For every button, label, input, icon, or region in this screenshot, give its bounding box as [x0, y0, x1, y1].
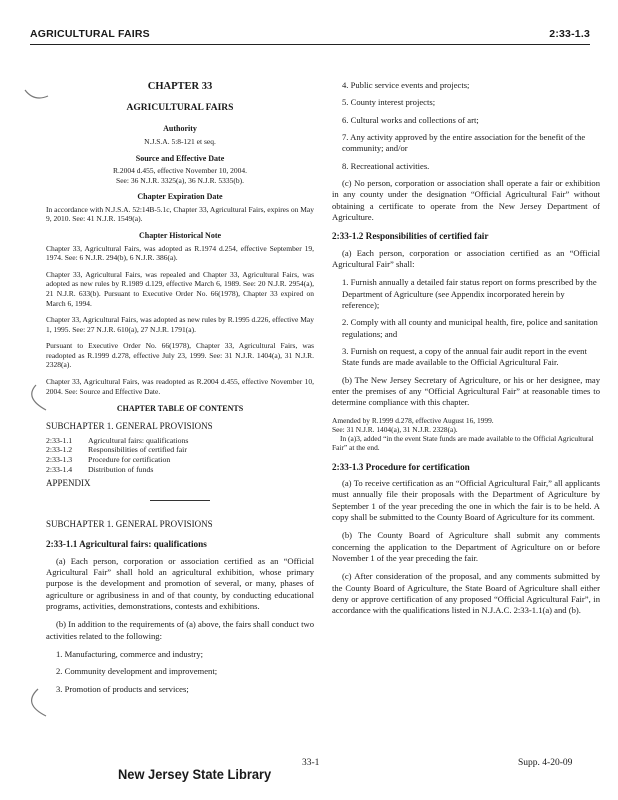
page-number: 33-1 [302, 758, 320, 768]
list-item: 1. Manufacturing, commerce and industry; [56, 648, 204, 659]
list-item: 4. Public service events and projects; [342, 80, 470, 90]
list-item: 2. Community development and improvement; [56, 666, 218, 677]
library-stamp: New Jersey State Library [118, 766, 272, 782]
toc-entry[interactable]: 2:33-1.2 Responsibilities of certified fair [46, 445, 187, 455]
running-header [30, 28, 590, 45]
amendment-note: Amended by R.1999 d.278, effective August 16, 1999. See: 31 N.J.R. 1404(a), 31 N.J.R. 2328(a). In (a)3, added “in the event State funds are made available to the Official Agricultural Fair” at the end. [332, 415, 594, 453]
right-column [332, 80, 600, 624]
header-title: AGRICULTURAL FAIRS [30, 28, 150, 40]
list-item: 8. Recreational activities. [342, 160, 430, 171]
paragraph: (b) The New Jersey Secretary of Agriculture, or his or her designee, may enter the premises of any “Official Agricultural Fair” at reasonable times to determine compliance with this chapter. [332, 374, 600, 408]
section-heading: 2:33-1.2 Responsibilities of certified fair [332, 231, 489, 242]
chapter-title: AGRICULTURAL FAIRS [126, 102, 234, 113]
paragraph: (a) Each person, corporation or association certified as an “Official Agricultural Fair” shall: [332, 247, 600, 269]
section-heading: 2:33-1.3 Procedure for certification [332, 461, 470, 472]
history-note: Chapter 33, Agricultural Fairs, was adopted as new rules by R.1995 d.226, effective May 1, 1995. See: 27 N.J.R. 610(a), 27 N.J.R. 1791(a). [46, 315, 314, 334]
history-note: Pursuant to Executive Order No. 66(1978), Chapter 33, Agricultural Fairs, was readopted as R.1999 d.278, effective July 23, 1999. See: 31 N.J.R. 1404(a), 31 N.J.R. 2328(a). [46, 341, 314, 370]
paragraph: (c) After consideration of the proposal, and any comments submitted by the County Board of Agriculture, the State Board of Agriculture shall either deny or approve certification of any proposed “Official Agricultural Fair”, in accordance with the qualifications listed in N.J.A.C. 2:33-1.1(a) and (b). [332, 571, 600, 616]
paragraph: (b) The County Board of Agriculture shall submit any comments concerning the application to the Department of Agriculture on or before November 1 of the year preceding the fair. [332, 530, 600, 563]
history-note: Chapter 33, Agricultural Fairs, was repealed and Chapter 33, Agricultural Fairs, was adopted as new rules by R.1989 d.129, effective March 6, 1989. See: 20 N.J.R. 2954(a), 21 N.J.R. 633(b). Pursuant to Executive Order No. 66(1978), Chapter 33 expired on March 6, 1994. [46, 269, 314, 308]
history-note: Chapter 33, Agricultural Fairs, was readopted as R.2004 d.455, effective November 10, 2004. See: Source and Effective Date. [46, 377, 314, 396]
paragraph: (a) Each person, corporation or association certified as an “Official Agricultural Fair” shall hold an agricultural exhibition, whose primary purpose is the development and promotion of several, or many, phases of agriculture or agribusiness in and of that county, by conducting educational programs, activities, demonstrations, contests and exhibitions. [46, 555, 314, 611]
list-item: 2. Comply with all county and municipal health, fire, police and sanitation regulations; and [342, 317, 598, 339]
expiration-label: Chapter Expiration Date [137, 192, 223, 202]
section-heading: 2:33-1.1 Agricultural fairs: qualifications [46, 539, 207, 550]
header-section: 2:33-1.3 [549, 28, 590, 40]
chapter-number: CHAPTER 33 [147, 81, 213, 92]
list-item: 7. Any activity approved by the entire association for the benefit of the community; and/or [342, 132, 586, 154]
history-label: Chapter Historical Note [138, 231, 222, 240]
subchapter-heading: SUBCHAPTER 1. GENERAL PROVISIONS [46, 518, 213, 529]
list-item: 6. Cultural works and collections of art; [342, 114, 479, 125]
toc-subchapter: SUBCHAPTER 1. GENERAL PROVISIONS [46, 420, 213, 431]
left-column [46, 80, 314, 701]
authority-text: N.J.S.A. 5:8-121 et seq. [144, 136, 216, 146]
toc-entry[interactable]: 2:33-1.4 Distribution of funds [46, 464, 154, 474]
toc-entry[interactable]: 2:33-1.3 Procedure for certification [46, 455, 171, 465]
paragraph: (c) No person, corporation or association shall operate a fair or exhibition in any county under the designation “Official Agricultural Fair” without obtaining a certificate to operate from the New Jersey Department of Agriculture. [332, 178, 600, 223]
list-item: 5. County interest projects; [342, 97, 436, 108]
list-item: 1. Furnish annually a detailed fair status report on forms prescribed by the Department of Agriculture (see Appendix incorporated herein by reference); [342, 277, 597, 310]
toc-entry[interactable]: 2:33-1.1 Agricultural fairs: qualifications [46, 435, 189, 445]
paragraph: (b) In addition to the requirements of (a) above, the fairs shall conduct two activities related to the following: [46, 619, 314, 641]
source-label: Source and Effective Date [135, 153, 225, 163]
source-text: R.2004 d.455, effective November 10, 2004. See: 36 N.J.R. 3325(a), 36 N.J.R. 5335(b). [112, 166, 247, 185]
toc-label: CHAPTER TABLE OF CONTENTS [116, 404, 244, 414]
paragraph: (a) To receive certification as an “Official Agricultural Fair,” all applicants must annually file their proposals with the Department of Agriculture by September 1 of the year preceding the one in which the fair is to be held. A copy shall be submitted to the County Board of Agriculture for its comment. [332, 477, 600, 522]
expiration-text: In accordance with N.J.S.A. 52:14B-5.1c, Chapter 33, Agricultural Fairs, expires on May 9, 2010. See: 41 N.J.R. 1549(a). [46, 204, 314, 224]
supplement-date: Supp. 4-20-09 [518, 758, 573, 768]
toc-appendix[interactable]: APPENDIX [46, 477, 91, 488]
page-footer [0, 752, 618, 792]
history-note: Chapter 33, Agricultural Fairs, was adopted as R.1974 d.254, effective September 19, 1974. See: 6 N.J.R. 294(b), 6 N.J.R. 386(a). [46, 243, 314, 263]
authority-label: Authority [163, 124, 197, 134]
list-item: 3. Promotion of products and services; [56, 683, 189, 694]
section-divider [150, 500, 210, 501]
list-item: 3. Furnish on request, a copy of the annual fair audit report in the event State funds are made available to the Official Agricultural Fair. [342, 345, 587, 368]
